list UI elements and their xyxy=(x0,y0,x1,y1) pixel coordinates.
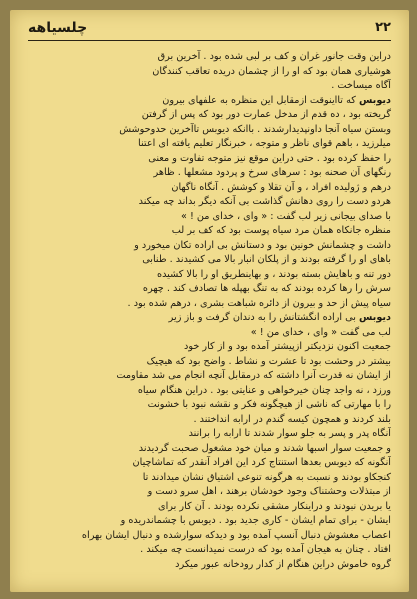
paragraph xyxy=(26,427,391,572)
text-line: هوشیاری همان بود که او را از چشمان دریده تعاقب کنندگان xyxy=(152,65,391,77)
text-line: را حفظ کرده بود . حتی دراین موقع نیز متوجه تفاوت و معنی xyxy=(148,152,391,164)
lead-name: دیوبس xyxy=(358,312,391,323)
text-line: آنگاه پدر و پسر به جلو سوار شدند تا ارابه را برانند xyxy=(188,428,391,439)
text-line: میلرزید ، باهم قوای ناظر و متوجه ، خبرنگار تعلیم یافته ای اعتنا xyxy=(138,138,391,149)
text-line: را با مهارتی که ناشی از هیچگونه فکر و نقشه نبود با خشونت xyxy=(147,399,391,410)
text-line: دور تنه و باهایش بسته بودند ، و بهاینطریق او را بالا کشیده xyxy=(157,268,391,280)
text-line: آنگونه که دیوبس بعدها استنتاج کرد این افراد آنقدر که تماشاچیان xyxy=(132,457,391,468)
text-line: گروه خاموش دراین هنگام از کدار رودخانه عبور میکرد xyxy=(175,558,391,570)
text-line: گریخته بود ، ده قدم از مدخل عمارت دور بود که پس از گرفتن xyxy=(141,109,391,120)
text-line: رنگهای آن صحنه بود : سرهای سرخ و پردود مشعلها . ظاهر xyxy=(153,167,391,178)
text-line: داشت و چشمانش خونین بود و دستانش بی اراده تکان میخورد و xyxy=(134,239,391,251)
text-line: ایشان - برای تمام ایشان - کاری جدید بود . دیوبس با چشماندریده و xyxy=(120,515,391,526)
lead-name: دیوبس xyxy=(358,94,391,106)
text-line: درهم و ژولیده افراد ، و آن تقلا و کوشش . آنگاه ناگهان xyxy=(171,181,391,193)
page-header xyxy=(28,20,391,41)
text-line: هردو دست را روی دهانش گذاشت بی آنکه دیگر بداند چه میکند xyxy=(138,196,391,207)
text-line: آگاه میساخت . xyxy=(331,80,391,91)
book-page xyxy=(10,10,409,592)
text-line: دراین وقت جانور غران و کف بر لبی شده بود . آخرین برق xyxy=(157,51,391,62)
text-line: یا بریدن نبودند و دراینکار مشقی نکرده بودند . آن کار برای xyxy=(158,500,391,512)
text-line: با صدای بیجانی زیر لب گفت : « وای ، خدای من ! » xyxy=(180,210,391,222)
text-line: کنجکاو بودند و نسبت به هرگونه تنوعی اشتیاق نشان میدادند تا xyxy=(142,471,391,483)
text-line: افتاد . چنان به هیجان آمده بود که درست نمیدانست چه میکند . xyxy=(140,544,391,555)
paragraph xyxy=(26,50,391,94)
text-line: جمعیت اکنون نزدیکتر ازپیشتر آمده بود و از کار خود xyxy=(184,341,391,352)
text-line: لب می گفت « وای ، خدای من ! » xyxy=(250,326,391,338)
paragraph xyxy=(26,340,391,427)
text-line: ورزد ، نه واجد چنان خیرخواهی و عنایتی بود . دراین هنگام سیاه xyxy=(137,384,391,396)
paragraph xyxy=(26,94,391,225)
running-title: چلسیاهه xyxy=(28,20,88,36)
text-line: باهای او را گرفته بودند و از پلکان انبار بالا می کشیدند . طنابی xyxy=(142,254,391,265)
page-number: ۲۲ xyxy=(375,20,391,35)
text-line: سرش را رها کرده بودند که به تنگ بهپله ها تصادف کند . چهره xyxy=(142,283,391,294)
text-line: و جمعیت سوار اسبها شدند و میان خود مشغول صحبت گردیدند xyxy=(138,442,391,454)
text-line: وبستن سیاه آنجا داونپدیدارشدند . باانکه دیوبس تاآخرین حدوحوشش xyxy=(119,123,391,135)
text-line: اعصاب مغشوش دنبال آنسپ آمده بود و دیدکه سوارشده و دنبال ایشان بهراه xyxy=(81,529,391,541)
text-line: سیاه پیش از حد و بیرون از دائره شباهت بشری ، درهم شده بود . xyxy=(127,297,391,309)
text-line: بلند کردند و همچون کیسه گندم در ارابه انداختند . xyxy=(193,413,391,425)
text-line: دیوبس بی اراده انگشتانش را به دندان گرفت و باز زیر xyxy=(168,312,391,323)
paragraph xyxy=(26,311,391,340)
text-line: منظره جانکاه همان مرد سیاه پوست بود که کف بر لب xyxy=(171,225,391,236)
text-line: از ایشان نه قدرت آنرا داشته که درمقابل آنچه انجام می شد مقاومت xyxy=(116,370,391,381)
text-line: از مبتذلات وحشتناک وجود خودشان برهند ، اهل سرو دست و xyxy=(147,486,391,497)
text-line: بیشتر در وحشت بود تا عشرت و نشاط . واضح بود که هیچیک xyxy=(146,355,391,367)
text-line: دیوبس که تااینوقت ازمقابل این منظره به علفهای بیرون xyxy=(162,94,391,106)
body-text xyxy=(26,50,391,586)
paragraph xyxy=(26,224,391,311)
